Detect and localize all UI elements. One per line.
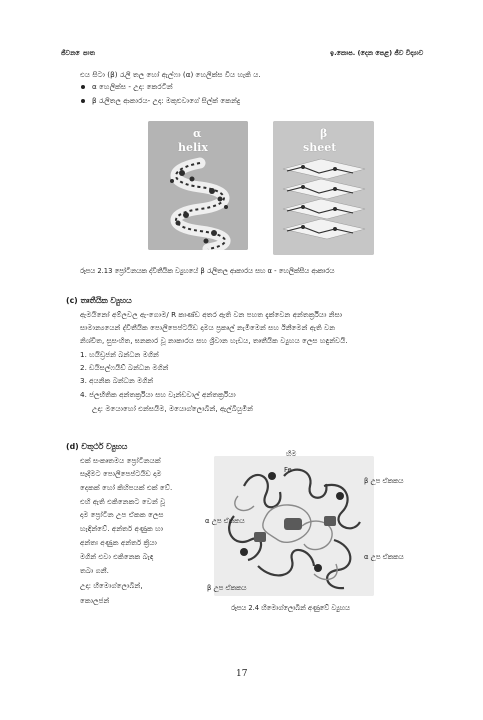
section-d-heading: (d) චතුර්ථ ව්‍යුහය bbox=[66, 442, 128, 451]
beta-sheet-image bbox=[273, 121, 374, 255]
beta-symbol: β bbox=[320, 127, 328, 140]
intro-line: එය සිටා (β) රැලි තල හෝ ඇල්ෆා (α) හෙලික්ස විය හැකි ය. bbox=[80, 70, 261, 79]
alpha-subunit-left-label: α උප ඒකකය bbox=[205, 517, 245, 525]
fe-label: Fe bbox=[284, 466, 292, 474]
alpha-symbol: α bbox=[193, 127, 202, 140]
intro-bullet-2: β රැලිතල ආකාරය- උදා: මකුළුවාගේ සිල්ක් කෙන්දු bbox=[92, 96, 241, 105]
section-d-line-10: උදා: හීමොග්ලොබින්, bbox=[80, 581, 143, 590]
alpha-helix-image bbox=[148, 121, 248, 250]
header-left: ජීවන ෙපාත bbox=[61, 49, 95, 57]
hemoglobin-illustration bbox=[214, 456, 374, 596]
beta-subunit-bottom-label: β උප ඒකකය bbox=[207, 584, 247, 592]
header-right: ඉ.කොප. (දෙන පෙළ) ජීව විද්‍යාව bbox=[330, 49, 424, 57]
section-c-item-4: 4. ජලභීතික අන්තර්ක්‍රියා සහ වැන්ඩවාල් අන්තර්ක්‍රියා bbox=[80, 390, 236, 399]
section-d-line-4: එහි ඇති එකිනෙකට වෙන් වූ bbox=[80, 497, 166, 506]
figure1-caption: රූපය 2.13 ප්‍රෝටීනයක ද්විතීයික ව්‍යුහයේ β රැලිතල ආකාරය සහ α - හෙලික්සීය ආකාරය bbox=[80, 267, 335, 275]
heme-label: හීම bbox=[286, 450, 297, 458]
section-c-item-2: 2. ඩයිසල්ෆයිඩ් බන්ධන මගින් bbox=[80, 363, 169, 372]
intro-bullet-1: α හෙලික්ස - උදා: කෙරටින් bbox=[92, 82, 173, 91]
section-d-line-9: තබා ගනී. bbox=[80, 566, 109, 575]
section-c-heading: (c) තෘතීයික ව්‍යුහය bbox=[66, 296, 132, 305]
sheet-label: sheet bbox=[303, 141, 337, 154]
section-d-line-5: දාම ප්‍රෝටීන උප ඒකක ලෙස bbox=[80, 510, 164, 519]
section-c-line-3: නිශ්චිත, සුසංහිත, ඝනකාර වූ නාකාරය සහ ශ්‍රීවාන හැඩය, තෘතීයික ව්‍යුහය ලෙස හඳුන්වයි. bbox=[80, 336, 348, 345]
section-d-line-3: දෙකක් හෝ කිහිපයක් එක් වේ. bbox=[80, 483, 173, 492]
section-d-line-6: හැඳින්වේ. අන්තර් අණුක හා bbox=[80, 524, 164, 533]
section-d-line-1: එක් සංකෘතමය ප්‍රෝටීනයක් bbox=[80, 456, 161, 465]
section-c-item-1: 1. හයිඩ්‍රජන් බන්ධන මගින් bbox=[80, 350, 159, 359]
section-d-line-11: කොලජන් bbox=[80, 596, 110, 605]
figure2-caption: රූපය 2.4 හීමොග්ලොබින් අණුවේ ව්‍යුහය bbox=[231, 604, 350, 612]
section-c-example: උදා: මයොහෝ එන්සයිම, මයොග්ලොබින්, ඇල්බියුමින් bbox=[92, 404, 254, 413]
section-d-line-2: සෑදීමට පොලිපෙප්ටයිඩ දාම bbox=[80, 469, 162, 478]
bullet-dot bbox=[81, 85, 85, 89]
alpha-subunit-right-label: α උප ඒකකය bbox=[364, 553, 404, 561]
hemoglobin-image bbox=[214, 456, 374, 596]
page-number: 17 bbox=[236, 669, 248, 679]
section-c-line-2: සාමාන්‍යයෙන් ද්විතීයික පොලිපෙප්ටයිඩ දාමය ප්‍රකෘල් නැමීමෙන් සහ ඊනීමෙන් ඇති වන bbox=[80, 323, 336, 332]
section-d-line-7: අන්තඃ අණුක අන්තර් ක්‍රියා bbox=[80, 538, 157, 547]
section-c-line-1: ඇමයිනෝ අම්ලවල ඇ-ගොම/ R කාණ්ඩ අතර ඇති වන පහත දැක්වෙන අන්තර්ක්‍රියා නිසා bbox=[80, 310, 343, 319]
beta-subunit-top-label: β උප ඒකකය bbox=[364, 477, 404, 485]
helix-label: helix bbox=[178, 141, 208, 154]
section-d-line-8: මගින් එවා එකිනෙක බැඳ bbox=[80, 552, 154, 561]
bullet-dot bbox=[81, 99, 85, 103]
section-c-item-3: 3. අයනික බන්ධන මගින් bbox=[80, 376, 154, 385]
